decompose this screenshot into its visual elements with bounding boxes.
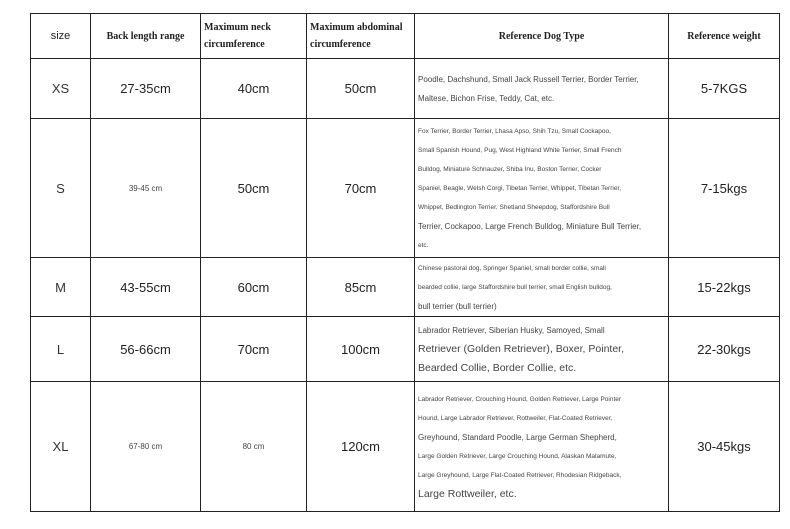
dog-type-line: Small Spanish Hound, Pug, West Highland White Terrier, Small French: [418, 146, 622, 154]
table-row: [31, 59, 780, 119]
back-length-cell: 43-55cm: [91, 258, 201, 317]
dog-type-cell: [415, 258, 669, 317]
abdomen-cell: 120cm: [307, 382, 415, 512]
back-length-cell: 67-80 cm: [91, 382, 201, 512]
dog-type-line: Greyhound, Standard Poodle, Large German Shepherd,: [418, 432, 617, 442]
dog-type-line: Large Golden Retriever, Large Crouching Hound, Alaskan Malamute,: [418, 452, 617, 460]
dog-type-line: Fox Terrier, Border Terrier, Lhasa Apso, Shih Tzu, Small Cockapoo,: [418, 127, 611, 135]
neck-cell: 60cm: [201, 258, 307, 317]
dog-type-line: Chinese pastoral dog, Springer Spaniel, small border collie, small: [418, 264, 606, 272]
dog-type-line: Poodle, Dachshund, Small Jack Russell Terrier, Border Terrier,: [418, 74, 639, 84]
abdomen-cell: 100cm: [307, 317, 415, 382]
table-row: [31, 119, 780, 258]
dog-type-cell: [415, 317, 669, 382]
dog-type-line: Terrier, Cockapoo, Large French Bulldog, Miniature Bull Terrier,: [418, 221, 642, 231]
dog-type-line: bearded collie, large Staffordshire bull terrier, small English bulldog,: [418, 283, 612, 291]
dog-type-line: Hound, Large Labrador Retriever, Rottweiler, Flat-Coated Retriever,: [418, 414, 613, 422]
dog-type-line: etc.: [418, 241, 429, 249]
size-cell: M: [31, 258, 91, 317]
back-length-cell: 27-35cm: [91, 59, 201, 119]
header-weight: Reference weight: [669, 14, 780, 59]
size-cell: XS: [31, 59, 91, 119]
dog-type-line: bull terrier (bull terrier): [418, 301, 497, 311]
size-chart-table: [30, 13, 780, 512]
back-length-cell: 39-45 cm: [91, 119, 201, 258]
size-cell: XL: [31, 382, 91, 512]
weight-cell: 15-22kgs: [669, 258, 780, 317]
header-dog-type: Reference Dog Type: [415, 14, 669, 59]
neck-cell: 50cm: [201, 119, 307, 258]
dog-type-line: Whippet, Bedlington Terrier, Shetland Sheepdog, Staffordshire Bull: [418, 203, 610, 211]
weight-cell: 7-15kgs: [669, 119, 780, 258]
size-cell: S: [31, 119, 91, 258]
dog-type-cell: [415, 59, 669, 119]
dog-type-line: Bulldog, Miniature Schnauzer, Shiba Inu, Boston Terrier, Cocker: [418, 165, 602, 173]
table-row: [31, 258, 780, 317]
abdomen-cell: 70cm: [307, 119, 415, 258]
header-abdomen: Maximum abdominal circumference: [307, 14, 415, 59]
abdomen-cell: 50cm: [307, 59, 415, 119]
table-row: [31, 382, 780, 512]
dog-type-line: Labrador Retriever, Siberian Husky, Samoyed, Small: [418, 325, 605, 335]
neck-cell: 80 cm: [201, 382, 307, 512]
header-size: size: [31, 14, 91, 59]
dog-type-line: Bearded Collie, Border Collie, etc.: [418, 361, 577, 374]
dog-type-cell: [415, 119, 669, 258]
dog-type-line: Retriever (Golden Retriever), Boxer, Pointer,: [418, 342, 625, 355]
header-row: [31, 14, 780, 59]
weight-cell: 30-45kgs: [669, 382, 780, 512]
dog-type-line: Large Greyhound, Large Flat-Coated Retriever, Rhodesian Ridgeback,: [418, 471, 622, 479]
weight-cell: 22-30kgs: [669, 317, 780, 382]
dog-type-line: Spaniel, Beagle, Welsh Corgi, Tibetan Terrier, Whippet, Tibetan Terrier,: [418, 184, 622, 192]
neck-cell: 70cm: [201, 317, 307, 382]
size-cell: L: [31, 317, 91, 382]
dog-type-line: Labrador Retriever, Crouching Hound, Golden Retriever, Large Pointer: [418, 395, 622, 403]
dog-type-cell: [415, 382, 669, 512]
header-back-length: Back length range: [91, 14, 201, 59]
back-length-cell: 56-66cm: [91, 317, 201, 382]
neck-cell: 40cm: [201, 59, 307, 119]
dog-type-line: Maltese, Bichon Frise, Teddy, Cat, etc.: [418, 93, 555, 103]
abdomen-cell: 85cm: [307, 258, 415, 317]
header-neck: Maximum neck circumference: [201, 14, 307, 59]
dog-type-line: Large Rottweiler, etc.: [418, 487, 517, 500]
table-row: [31, 317, 780, 382]
weight-cell: 5-7KGS: [669, 59, 780, 119]
